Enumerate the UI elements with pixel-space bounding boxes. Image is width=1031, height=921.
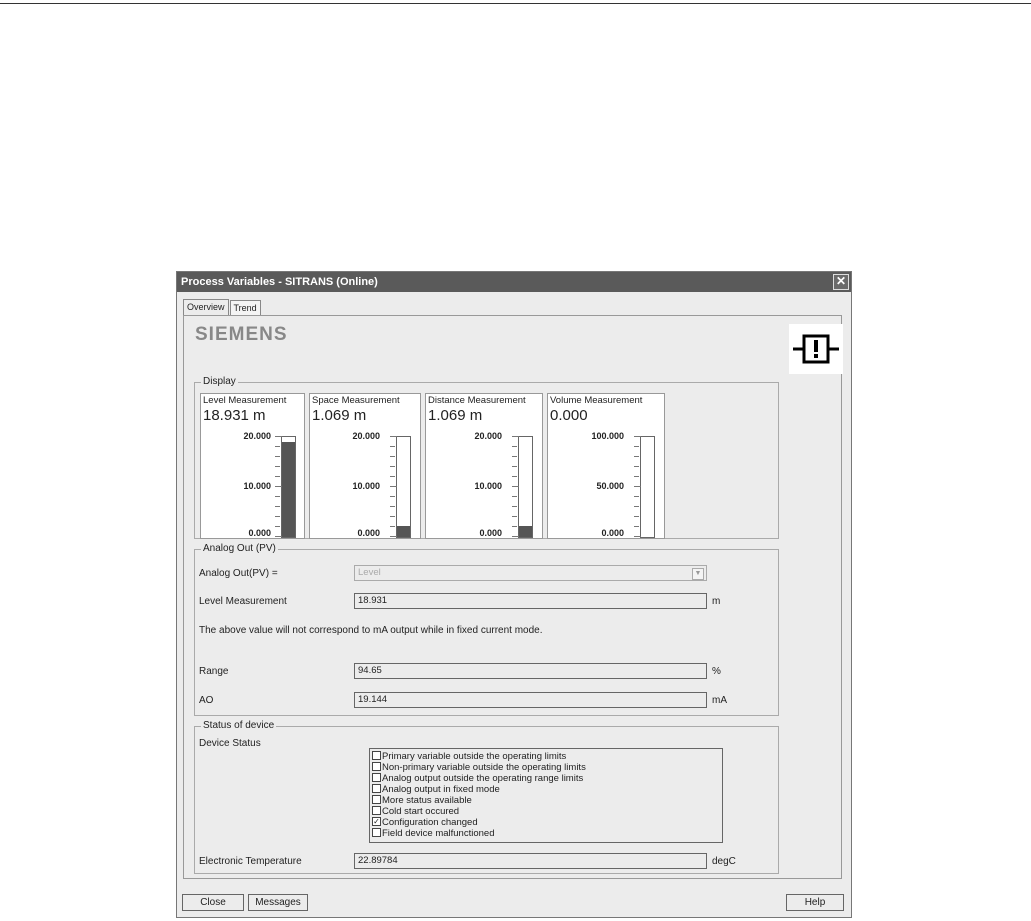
gauge-tick-mark: [512, 436, 519, 437]
tick-label-mid: 50.000: [596, 481, 624, 491]
tab-strip: [183, 299, 262, 315]
status-item[interactable]: [372, 795, 722, 806]
gauge-title: Distance Measurement: [428, 395, 526, 406]
status-item-label: Analog output in fixed mode: [382, 784, 500, 795]
gauge-tick-mark: [390, 536, 397, 537]
distance-bar-fill: [519, 526, 532, 537]
gauge-tick-mark: [512, 526, 517, 527]
tick-label-bottom: 0.000: [357, 528, 380, 538]
gauge-tick-mark: [634, 476, 639, 477]
gauge-tick-mark: [390, 446, 395, 447]
page-top-rule: [0, 3, 1031, 4]
gauge-tick-mark: [275, 456, 280, 457]
tick-label-mid: 10.000: [474, 481, 502, 491]
checkbox[interactable]: ✓: [373, 816, 380, 826]
range-unit: %: [712, 666, 721, 677]
gauge-tick-mark: [390, 526, 395, 527]
close-window-icon[interactable]: ✕: [833, 274, 849, 290]
status-item-label: Analog output outside the operating range limits: [382, 773, 584, 784]
tick-label-bottom: 0.000: [248, 528, 271, 538]
messages-button[interactable]: Messages: [248, 894, 308, 911]
gauge-tick-mark: [390, 506, 395, 507]
level-measurement-field[interactable]: 18.931: [354, 593, 707, 609]
volume-bar: [640, 436, 655, 538]
device-status-label: Device Status: [199, 738, 261, 749]
space-bar: [396, 436, 411, 538]
tick-label-mid: 10.000: [243, 481, 271, 491]
space-bar-fill: [397, 526, 410, 537]
gauge-value: 1.069 m: [428, 407, 483, 424]
gauge-tick-mark: [634, 516, 639, 517]
status-item[interactable]: [372, 773, 722, 784]
checkbox[interactable]: [372, 784, 381, 793]
gauge-tick-mark: [512, 496, 517, 497]
status-item[interactable]: [372, 817, 722, 828]
status-item[interactable]: [372, 762, 722, 773]
gauge-tick-mark: [512, 456, 517, 457]
gauge-tick-mark: [275, 446, 280, 447]
volume-measurement-gauge: [547, 393, 665, 539]
gauge-tick-mark: [275, 476, 280, 477]
status-item[interactable]: [372, 806, 722, 817]
checkbox[interactable]: [372, 828, 381, 837]
close-button[interactable]: Close: [182, 894, 244, 911]
checkbox[interactable]: [372, 806, 381, 815]
fixed-current-note: The above value will not correspond to mA output while in fixed current mode.: [199, 625, 543, 636]
tab-overview[interactable]: Overview: [183, 299, 229, 316]
tick-label-mid: 10.000: [352, 481, 380, 491]
siemens-logo: SIEMENS: [195, 324, 288, 345]
overview-panel: [183, 315, 842, 879]
status-item-label: Configuration changed: [382, 817, 478, 828]
gauge-tick-mark: [275, 436, 282, 437]
electronic-temperature-label: Electronic Temperature: [199, 856, 302, 867]
gauge-tick-mark: [275, 486, 282, 487]
tick-label-top: 20.000: [474, 431, 502, 441]
gauge-tick-mark: [275, 526, 280, 527]
gauge-tick-mark: [390, 516, 395, 517]
status-item-label: More status available: [382, 795, 472, 806]
status-item[interactable]: [372, 828, 722, 839]
gauge-title: Volume Measurement: [550, 395, 643, 406]
chevron-down-icon[interactable]: ▼: [692, 568, 704, 580]
status-item-label: Cold start occured: [382, 806, 460, 817]
gauge-tick-mark: [512, 536, 519, 537]
gauge-tick-mark: [634, 496, 639, 497]
status-group-label: Status of device: [203, 720, 275, 731]
tick-label-top: 20.000: [243, 431, 271, 441]
checkbox[interactable]: [372, 762, 381, 771]
gauge-tick-mark: [634, 526, 639, 527]
display-group: [194, 376, 779, 539]
ao-field[interactable]: 19.144: [354, 692, 707, 708]
display-group-label: Display: [203, 376, 236, 387]
window-titlebar: [177, 272, 851, 292]
analog-out-group-label: Analog Out (PV): [203, 543, 276, 554]
gauge-tick-mark: [275, 536, 282, 537]
gauge-tick-mark: [275, 496, 280, 497]
analog-out-group: [194, 543, 779, 716]
checkbox[interactable]: [372, 773, 381, 782]
distance-bar: [518, 436, 533, 538]
distance-measurement-gauge: [425, 393, 543, 539]
status-item[interactable]: [372, 751, 722, 762]
gauge-tick-mark: [512, 486, 519, 487]
tick-label-top: 20.000: [352, 431, 380, 441]
gauge-tick-mark: [390, 496, 395, 497]
gauge-value: 18.931 m: [203, 407, 266, 424]
temperature-unit: degC: [712, 856, 736, 867]
level-measurement-gauge: [200, 393, 305, 539]
checkbox[interactable]: [372, 751, 381, 760]
gauge-tick-mark: [390, 456, 395, 457]
gauge-tick-mark: [390, 476, 395, 477]
gauge-tick-mark: [512, 476, 517, 477]
gauge-tick-mark: [512, 466, 517, 467]
analog-out-pv-label: Analog Out(PV) =: [199, 568, 278, 579]
gauge-tick-mark: [634, 456, 639, 457]
tick-label-top: 100.000: [591, 431, 624, 441]
gauge-tick-mark: [634, 446, 639, 447]
gauge-tick-mark: [634, 436, 641, 437]
level-unit: m: [712, 596, 721, 607]
status-item[interactable]: [372, 784, 722, 795]
status-item-label: Field device malfunctioned: [382, 828, 495, 839]
space-measurement-gauge: [309, 393, 421, 539]
analog-out-pv-dropdown[interactable]: [354, 565, 707, 581]
tick-label-bottom: 0.000: [601, 528, 624, 538]
analog-out-pv-value: Level: [358, 567, 381, 578]
gauge-title: Level Measurement: [203, 395, 287, 406]
gauge-tick-mark: [275, 516, 280, 517]
level-bar-fill: [282, 442, 295, 537]
device-status-list: [369, 748, 723, 843]
gauge-tick-mark: [275, 506, 280, 507]
ao-label: AO: [199, 695, 214, 706]
gauge-tick-mark: [634, 486, 641, 487]
level-measurement-label: Level Measurement: [199, 596, 287, 607]
gauge-value: 1.069 m: [312, 407, 367, 424]
tab-trend[interactable]: Trend: [230, 300, 261, 316]
ao-unit: mA: [712, 695, 727, 706]
gauge-tick-mark: [512, 446, 517, 447]
help-button[interactable]: Help: [786, 894, 844, 911]
status-item-label: Non-primary variable outside the operating limits: [382, 762, 586, 773]
gauge-value: 0.000: [550, 407, 588, 424]
window-title: Process Variables - SITRANS (Online): [181, 276, 378, 288]
gauge-tick-mark: [634, 536, 641, 537]
gauge-tick-mark: [275, 466, 280, 467]
tick-label-bottom: 0.000: [479, 528, 502, 538]
level-bar: [281, 436, 296, 538]
device-status-alert-icon: [789, 324, 843, 374]
gauge-tick-mark: [390, 466, 395, 467]
gauge-title: Space Measurement: [312, 395, 400, 406]
gauge-tick-mark: [512, 506, 517, 507]
gauge-tick-mark: [390, 486, 397, 487]
range-label: Range: [199, 666, 229, 677]
gauge-tick-mark: [512, 516, 517, 517]
process-variables-window: [176, 271, 852, 918]
range-field[interactable]: 94.65: [354, 663, 707, 679]
gauge-tick-mark: [634, 506, 639, 507]
status-group: [194, 720, 779, 874]
checkbox[interactable]: [372, 795, 381, 804]
electronic-temperature-field[interactable]: 22.89784: [354, 853, 707, 869]
gauge-tick-mark: [634, 466, 639, 467]
gauge-tick-mark: [390, 436, 397, 437]
status-item-label: Primary variable outside the operating limits: [382, 751, 567, 762]
